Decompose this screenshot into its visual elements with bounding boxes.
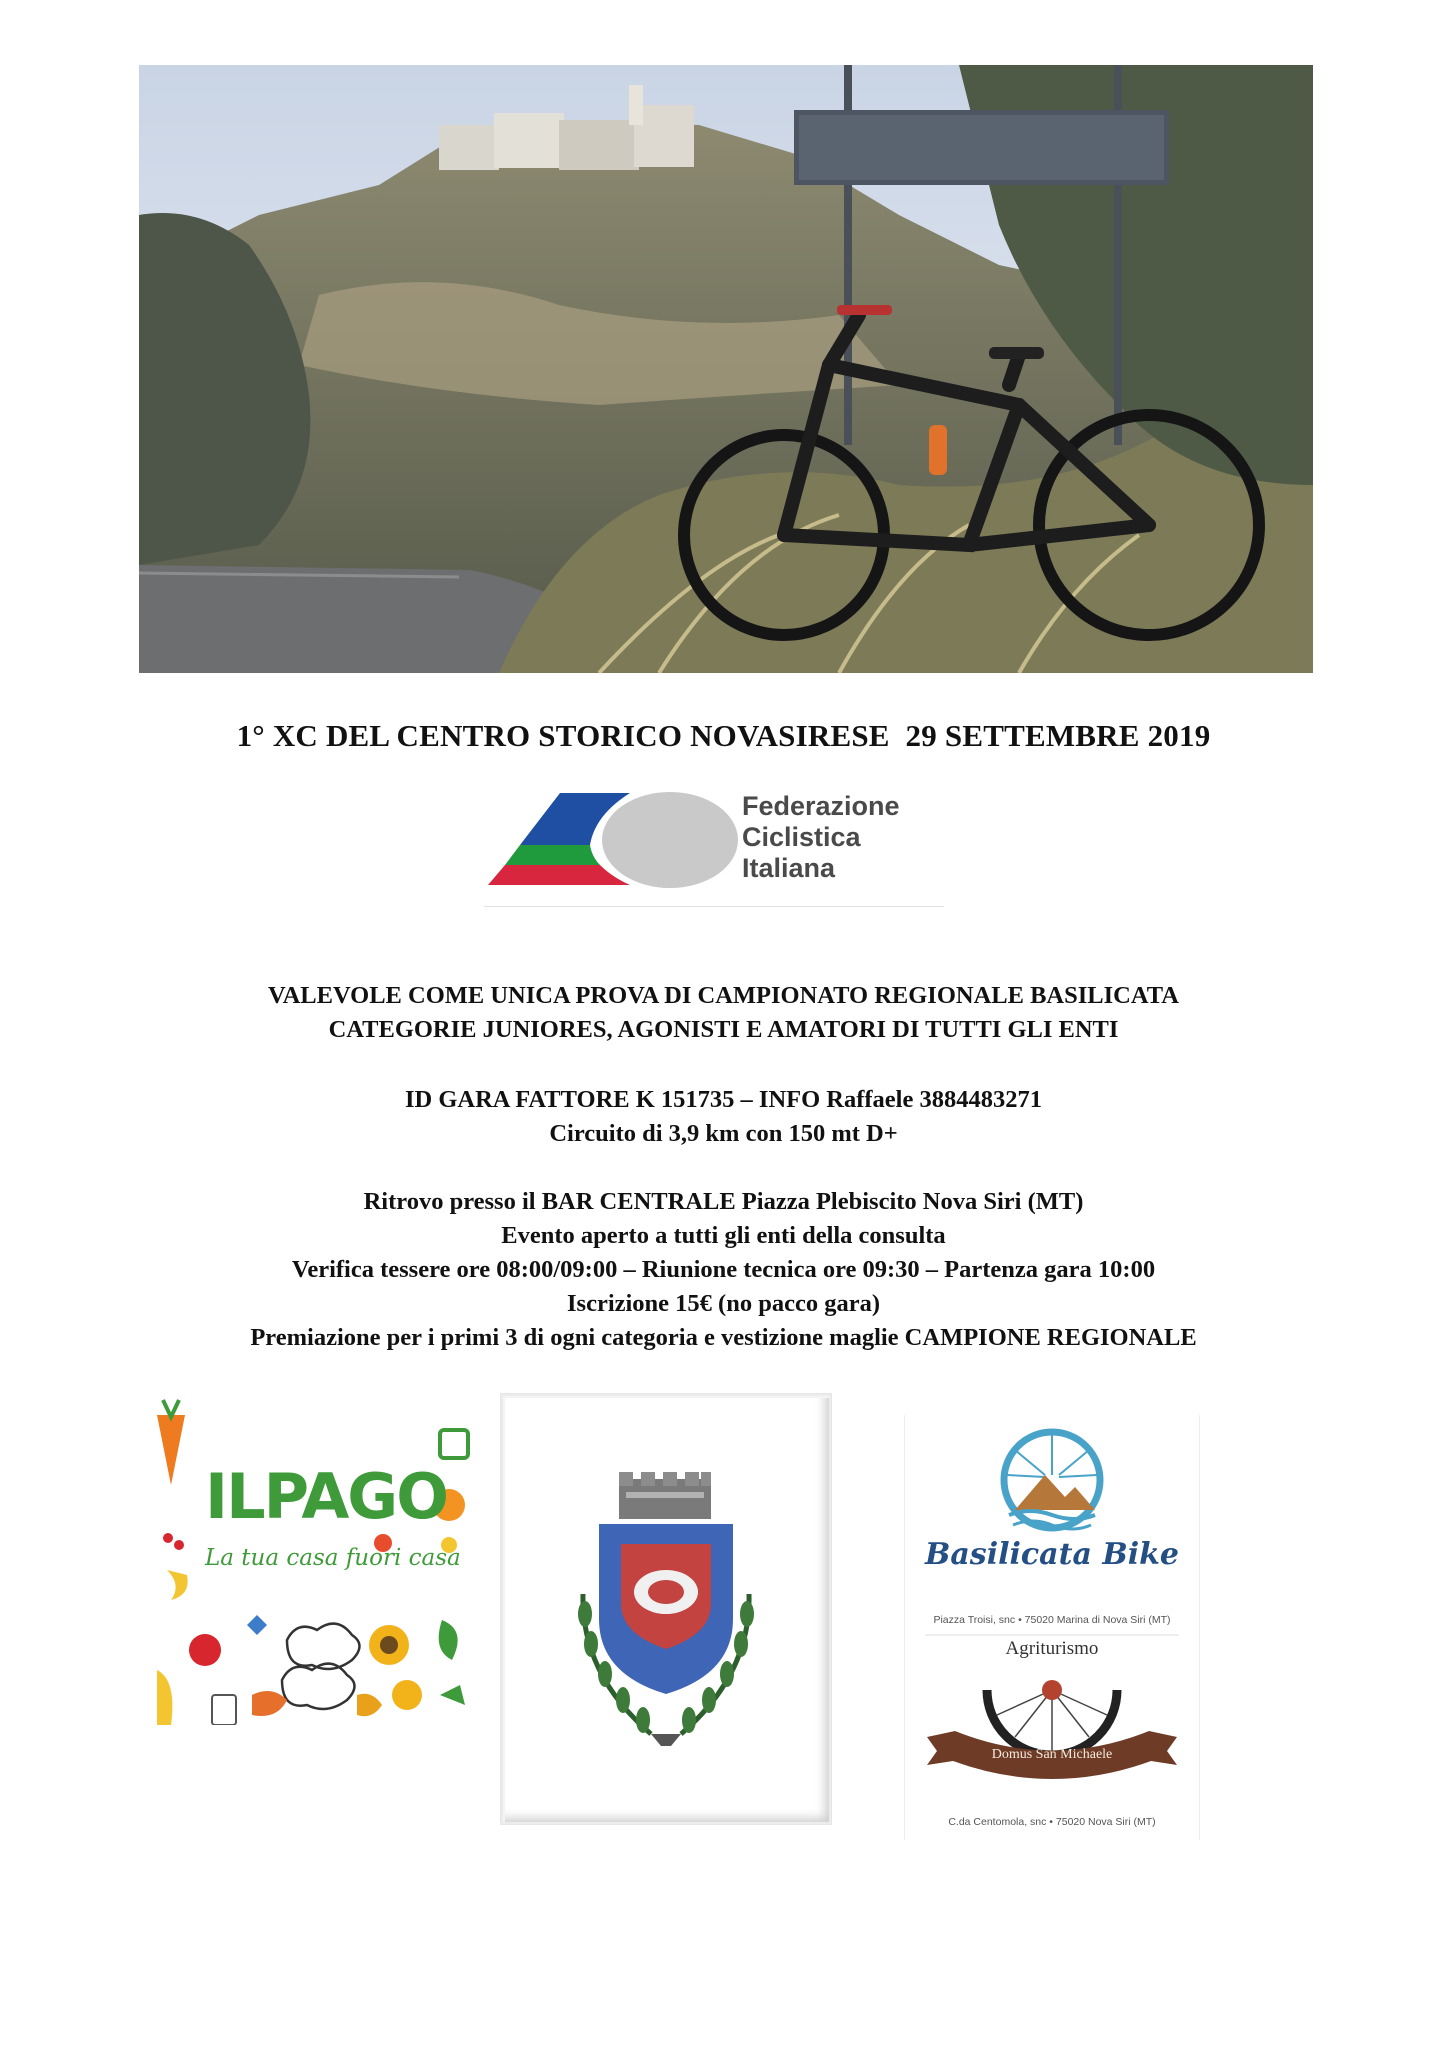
fci-line-1: Federazione — [742, 791, 900, 821]
schedule-info — [0, 1185, 1447, 1355]
fci-flag-icon — [480, 785, 750, 905]
basilicata-bike-logo — [904, 1415, 1200, 1840]
open-event-line: Evento aperto a tutti gli enti della consulta — [501, 1222, 946, 1249]
hero-photo — [139, 65, 1313, 673]
circuit-line: Circuito di 3,9 km con 150 mt D+ — [549, 1120, 898, 1147]
hillside-town-photo — [139, 65, 1313, 673]
municipality-crest — [500, 1393, 832, 1825]
bike-wheel-icon — [905, 1415, 1199, 1840]
agriturismo-address: C.da Centomola, snc • 75020 Nova Siri (MT) — [948, 1816, 1156, 1828]
event-title: 1° XC DEL CENTRO STORICO NOVASIRESE 29 SETTEMBRE 2019 — [236, 718, 1211, 753]
ilpago-logo — [157, 1395, 470, 1725]
fci-line-2: Ciclistica — [742, 822, 861, 852]
race-id-line: ID GARA FATTORE K 151735 – INFO Raffaele 3884483271 — [405, 1086, 1042, 1113]
fci-logo — [480, 785, 950, 905]
championship-info — [0, 979, 1447, 1047]
awards-line: Premiazione per i primi 3 di ogni categoria e vestizione maglie CAMPIONE REGIONALE — [250, 1324, 1197, 1351]
basilicata-bike-wordmark: Basilicata Bike — [925, 1537, 1179, 1572]
basilicata-bike-address: Piazza Troisi, snc • 75020 Marina di Nova Siri (MT) — [933, 1614, 1171, 1626]
meeting-point-line: Ritrovo presso il BAR CENTRALE Piazza Plebiscito Nova Siri (MT) — [363, 1188, 1084, 1215]
championship-line: VALEVOLE COME UNICA PROVA DI CAMPIONATO REGIONALE BASILICATA — [268, 982, 1179, 1009]
agriturismo-label: Agriturismo — [1005, 1638, 1099, 1659]
fci-line-3: Italiana — [742, 853, 836, 883]
fee-line: Iscrizione 15€ (no pacco gara) — [567, 1290, 880, 1317]
timetable-line: Verifica tessere ore 08:00/09:00 – Riunione tecnica ore 09:30 – Partenza gara 10:00 — [291, 1256, 1156, 1283]
fci-wordmark — [742, 791, 900, 884]
logo-divider — [484, 906, 944, 907]
race-info — [0, 1083, 1447, 1151]
domus-ribbon-text: Domus San Michaele — [991, 1747, 1113, 1762]
categories-line: CATEGORIE JUNIORES, AGONISTI E AMATORI DI TUTTI GLI ENTI — [328, 1016, 1119, 1043]
ilpago-wordmark: ILPAGO — [205, 1460, 447, 1533]
ilpago-tagline: La tua casa fuori casa — [205, 1545, 461, 1571]
coat-of-arms-icon — [501, 1394, 831, 1824]
